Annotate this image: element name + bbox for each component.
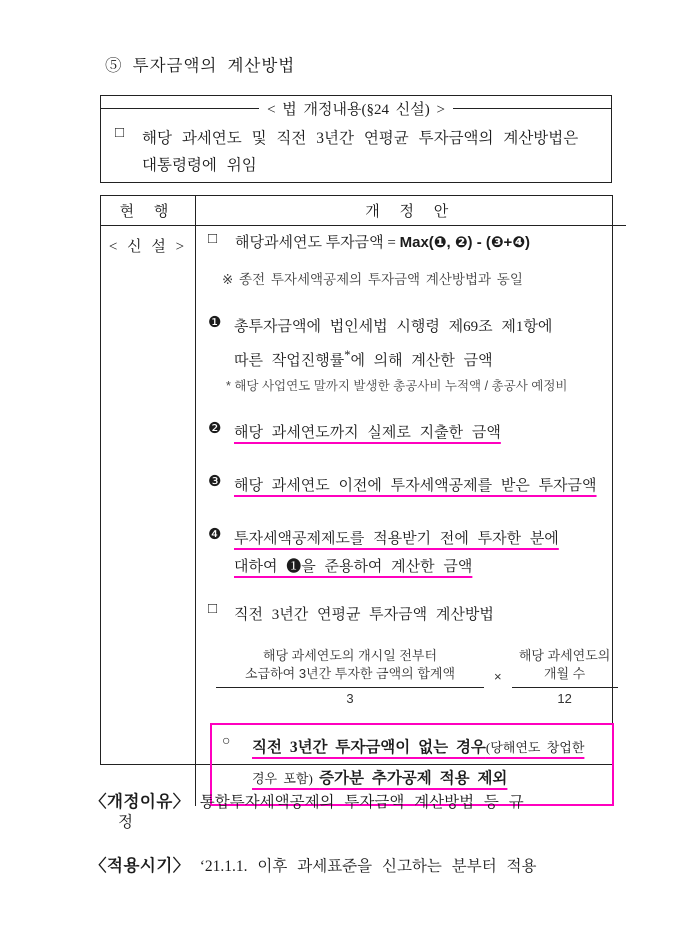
fraction-left-numerator: 해당 과세연도의 개시일 전부터 소급하여 3년간 투자한 금액의 합계액 [216,647,484,688]
list-item-2 [208,419,618,447]
circled-3-icon: ❸ [208,474,222,490]
law-box-text [142,125,601,179]
list-item-1 [208,313,618,375]
law-box-body [111,125,601,179]
item-2-text: 해당 과세연도까지 실제로 지출한 금액 [234,425,501,441]
item-4-line2: 대하여 ❶을 준용하여 계산한 금액 [234,559,473,575]
highlight-small-1: (당해연도 창업한 [485,740,585,755]
application-timing-text: ‘21.1.1. 이후 과세표준을 신고하는 분부터 적용 [199,858,537,875]
list-item-3 [208,472,618,500]
revision-reason-block [90,788,615,834]
formula-text [235,231,618,252]
law-box-line2: 대통령령에 위임 [142,157,257,174]
revision-reason-label: 〈개정이유〉 [90,793,190,811]
circle-bullet-icon: ○ [222,734,231,749]
formula-line [208,231,618,252]
revision-reason-line2: 정 [118,814,133,831]
application-timing-label: 〈적용시기〉 [90,857,190,875]
law-box-line1: 해당 과세연도 및 직전 3년간 연평균 투자금액의 계산방법은 [142,130,579,147]
average-method-text: 직전 3년간 연평균 투자금액 계산방법 [234,607,494,623]
law-box-legend [101,98,611,119]
item-4-text [234,525,618,581]
circled-4-icon: ❹ [208,527,222,543]
fraction-right [512,647,618,706]
formula-label: 해당과세연도 투자금액 = [235,235,396,251]
reference-note: ※ 종전 투자세액공제의 투자금액 계산방법과 동일 [222,272,523,287]
item-1-text [234,313,618,375]
formula-expression: Max(❶, ❷) - (❸+❹) [399,234,531,251]
fraction-right-numerator: 해당 과세연도의 개월 수 [512,647,618,688]
highlight-small-2: 경우 포함) [252,771,320,786]
list-item-4 [208,525,618,581]
square-bullet-icon: □ [208,601,218,617]
highlight-text [252,732,604,794]
highlight-bold-1: 직전 3년간 투자금액이 없는 경우 [252,739,486,756]
table-cell-current: < 신 설 > [101,226,196,806]
average-method-title [208,601,618,629]
item-4-line1: 투자세액공제제도를 적용받기 전에 투자한 분에 [234,531,559,547]
multiply-sign: × [494,669,502,684]
fraction-left [216,647,484,706]
item-1-line1: 총투자금액에 법인세법 시행령 제69조 제1항에 [234,319,553,335]
item-3-text: 해당 과세연도 이전에 투자세액공제를 받은 투자금액 [234,478,597,494]
average-formula [216,647,618,706]
law-box-legend-text: < 법 개정내용(§24 신설) > [267,102,445,118]
item-1-footnote: * 해당 사업연도 말까지 발생한 총공사비 누적액 / 총공사 예정비 [226,379,568,393]
revision-reason-line1: 통합투자세액공제의 투자금액 계산방법 등 규 [199,794,524,811]
application-timing-block [90,852,615,876]
table-header-revision: 개 정 안 [196,196,626,226]
square-bullet-icon: □ [208,231,218,247]
highlight-bold-2: 증가분 추가공제 적용 제외 [319,770,508,787]
table-header-current: 현 행 [101,196,196,226]
fraction-left-denominator: 3 [346,691,354,706]
asterisk-ref: * [344,348,351,362]
fraction-right-denominator: 12 [557,691,572,706]
square-bullet-icon: □ [115,125,125,141]
comparison-table [100,195,613,787]
circled-1-icon: ❶ [208,315,222,331]
circled-2-icon: ❷ [208,421,222,437]
table-cell-revision [196,226,626,806]
page-title: ⑤ 투자금액의 계산방법 [105,56,296,75]
law-amendment-box [100,95,612,183]
item-1-line2: 따른 작업진행률*에 의해 계산한 금액 [234,348,493,369]
